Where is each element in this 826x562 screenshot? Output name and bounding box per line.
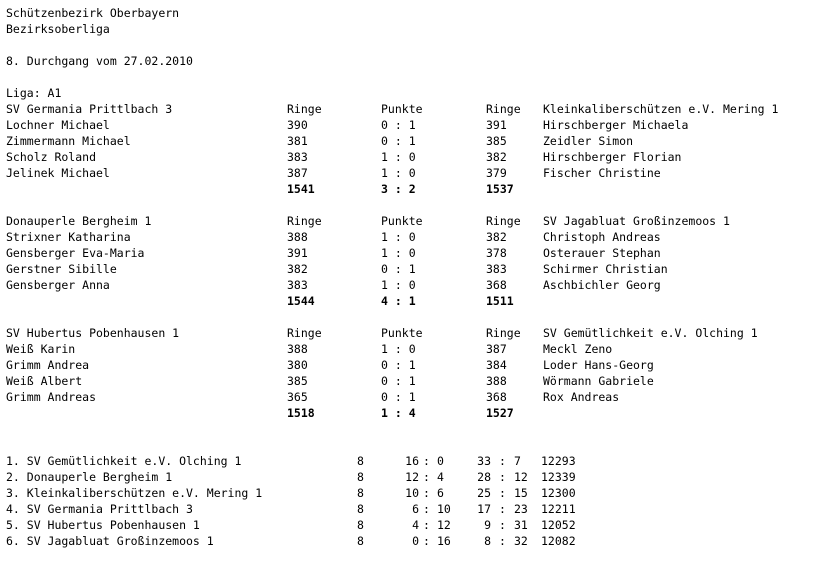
- away-rings: 388: [486, 374, 507, 388]
- duel-score: 0 : 1: [381, 358, 416, 372]
- duels-colon: :: [499, 486, 506, 500]
- home-shooter: Gensberger Eva-Maria: [6, 246, 145, 260]
- match-total: [6, 405, 822, 421]
- match-row: [6, 165, 822, 181]
- total-rings: 12052: [541, 518, 576, 532]
- points-won: 12: [405, 470, 419, 484]
- away-team-name: Kleinkaliberschützen e.V. Mering 1: [543, 102, 779, 116]
- points-colon: :: [423, 470, 430, 484]
- away-shooter: Schirmer Christian: [543, 262, 668, 276]
- rank-team: 2. Donauperle Bergheim 1: [6, 470, 173, 484]
- home-shooter: Zimmermann Michael: [6, 134, 131, 148]
- match-row: [6, 261, 822, 277]
- duels-lost: 7: [514, 454, 521, 468]
- away-rings: 387: [486, 342, 507, 356]
- total-rings: 12339: [541, 470, 576, 484]
- points-lost: 10: [437, 502, 451, 516]
- match-total: [6, 293, 822, 309]
- points-lost: 12: [437, 518, 451, 532]
- home-rings: 390: [287, 118, 308, 132]
- home-shooter: Lochner Michael: [6, 118, 110, 132]
- duel-score: 1 : 0: [381, 150, 416, 164]
- away-rings: 383: [486, 262, 507, 276]
- home-rings: 381: [287, 134, 308, 148]
- duels-colon: :: [499, 470, 506, 484]
- duels-won: 25: [477, 486, 491, 500]
- points-header: Punkte: [381, 214, 423, 228]
- home-team-name: SV Germania Prittlbach 3: [6, 102, 173, 116]
- rings-header: Ringe: [486, 102, 521, 116]
- liga-label: Liga: A1: [6, 86, 62, 100]
- duels-colon: :: [499, 502, 506, 516]
- home-team-name: Donauperle Bergheim 1: [6, 214, 152, 228]
- duel-score: 0 : 1: [381, 390, 416, 404]
- total-score: 3 : 2: [381, 182, 416, 196]
- away-shooter: Aschbichler Georg: [543, 278, 661, 292]
- rank-team: 1. SV Gemütlichkeit e.V. Olching 1: [6, 454, 242, 468]
- match-row: [6, 389, 822, 405]
- rings-header: Ringe: [486, 214, 521, 228]
- standings-row: [6, 469, 822, 485]
- total-rings: 12211: [541, 502, 576, 516]
- result-document: [6, 5, 822, 549]
- home-rings: 388: [287, 342, 308, 356]
- points-lost: 6: [437, 486, 444, 500]
- points-lost: 0: [437, 454, 444, 468]
- away-team-name: SV Jagabluat Großinzemoos 1: [543, 214, 730, 228]
- standings-row: [6, 485, 822, 501]
- duels-lost: 15: [514, 486, 528, 500]
- points-header: Punkte: [381, 102, 423, 116]
- league-title: Bezirksoberliga: [6, 22, 110, 36]
- away-shooter: Fischer Christine: [543, 166, 661, 180]
- round-title: 8. Durchgang vom 27.02.2010: [6, 54, 193, 68]
- points-won: 10: [405, 486, 419, 500]
- spacer: [6, 421, 822, 437]
- home-rings: 387: [287, 166, 308, 180]
- duels-won: 17: [477, 502, 491, 516]
- home-rings: 365: [287, 390, 308, 404]
- duel-score: 0 : 1: [381, 374, 416, 388]
- standings-row: [6, 517, 822, 533]
- points-won: 6: [412, 502, 419, 516]
- away-shooter: Osterauer Stephan: [543, 246, 661, 260]
- away-rings: 382: [486, 230, 507, 244]
- home-shooter: Scholz Roland: [6, 150, 97, 164]
- away-total-rings: 1511: [486, 294, 514, 308]
- duels-won: 28: [477, 470, 491, 484]
- duels-colon: :: [499, 534, 506, 548]
- points-lost: 4: [437, 470, 444, 484]
- match-row: [6, 373, 822, 389]
- games-played: 8: [357, 454, 364, 468]
- duels-lost: 32: [514, 534, 528, 548]
- duel-score: 1 : 0: [381, 230, 416, 244]
- away-rings: 368: [486, 390, 507, 404]
- duels-won: 8: [484, 534, 491, 548]
- away-shooter: Zeidler Simon: [543, 134, 634, 148]
- match-row: [6, 149, 822, 165]
- standings-row: [6, 501, 822, 517]
- away-shooter: Meckl Zeno: [543, 342, 613, 356]
- points-colon: :: [423, 518, 430, 532]
- games-played: 8: [357, 486, 364, 500]
- home-total-rings: 1518: [287, 406, 315, 420]
- away-rings: 384: [486, 358, 507, 372]
- total-rings: 12082: [541, 534, 576, 548]
- home-total-rings: 1544: [287, 294, 315, 308]
- rings-header: Ringe: [287, 102, 322, 116]
- match-row: [6, 133, 822, 149]
- points-won: 16: [405, 454, 419, 468]
- points-won: 4: [412, 518, 419, 532]
- match-total: [6, 181, 822, 197]
- match-row: [6, 229, 822, 245]
- away-rings: 368: [486, 278, 507, 292]
- spacer: [6, 309, 822, 325]
- points-colon: :: [423, 486, 430, 500]
- duels-lost: 12: [514, 470, 528, 484]
- home-shooter: Gerstner Sibille: [6, 262, 117, 276]
- away-rings: 382: [486, 150, 507, 164]
- points-won: 0: [412, 534, 419, 548]
- points-colon: :: [423, 502, 430, 516]
- spacer: [6, 437, 822, 453]
- games-played: 8: [357, 502, 364, 516]
- points-lost: 16: [437, 534, 451, 548]
- match-header: [6, 101, 822, 117]
- home-shooter: Grimm Andrea: [6, 358, 90, 372]
- home-shooter: Strixner Katharina: [6, 230, 131, 244]
- duels-lost: 23: [514, 502, 528, 516]
- rank-team: 4. SV Germania Prittlbach 3: [6, 502, 193, 516]
- home-shooter: Grimm Andreas: [6, 390, 97, 404]
- match-row: [6, 341, 822, 357]
- total-rings: 12293: [541, 454, 576, 468]
- total-score: 1 : 4: [381, 406, 416, 420]
- away-shooter: Rox Andreas: [543, 390, 620, 404]
- total-score: 4 : 1: [381, 294, 416, 308]
- duel-score: 0 : 1: [381, 118, 416, 132]
- match-row: [6, 277, 822, 293]
- duel-score: 1 : 0: [381, 278, 416, 292]
- duel-score: 0 : 1: [381, 134, 416, 148]
- home-team-name: SV Hubertus Pobenhausen 1: [6, 326, 180, 340]
- match-row: [6, 117, 822, 133]
- rings-header: Ringe: [486, 326, 521, 340]
- home-rings: 385: [287, 374, 308, 388]
- home-shooter: Weiß Karin: [6, 342, 76, 356]
- duels-colon: :: [499, 454, 506, 468]
- away-team-name: SV Gemütlichkeit e.V. Olching 1: [543, 326, 758, 340]
- points-colon: :: [423, 454, 430, 468]
- district-title: Schützenbezirk Oberbayern: [6, 6, 180, 20]
- rank-team: 6. SV Jagabluat Großinzemoos 1: [6, 534, 214, 548]
- away-shooter: Wörmann Gabriele: [543, 374, 654, 388]
- rings-header: Ringe: [287, 214, 322, 228]
- home-rings: 391: [287, 246, 308, 260]
- away-shooter: Hirschberger Florian: [543, 150, 682, 164]
- away-total-rings: 1527: [486, 406, 514, 420]
- duels-won: 33: [477, 454, 491, 468]
- duel-score: 0 : 1: [381, 262, 416, 276]
- duel-score: 1 : 0: [381, 342, 416, 356]
- away-rings: 391: [486, 118, 507, 132]
- duel-score: 1 : 0: [381, 166, 416, 180]
- spacer: [6, 197, 822, 213]
- spacer: [6, 37, 822, 53]
- games-played: 8: [357, 470, 364, 484]
- away-rings: 385: [486, 134, 507, 148]
- home-shooter: Gensberger Anna: [6, 278, 110, 292]
- home-shooter: Weiß Albert: [6, 374, 83, 388]
- home-shooter: Jelinek Michael: [6, 166, 110, 180]
- away-shooter: Christoph Andreas: [543, 230, 661, 244]
- home-rings: 382: [287, 262, 308, 276]
- away-shooter: Hirschberger Michaela: [543, 118, 689, 132]
- home-rings: 388: [287, 230, 308, 244]
- home-rings: 383: [287, 278, 308, 292]
- total-rings: 12300: [541, 486, 576, 500]
- duels-won: 9: [484, 518, 491, 532]
- standings-row: [6, 533, 822, 549]
- rank-team: 5. SV Hubertus Pobenhausen 1: [6, 518, 200, 532]
- duels-colon: :: [499, 518, 506, 532]
- home-rings: 383: [287, 150, 308, 164]
- standings-row: [6, 453, 822, 469]
- duel-score: 1 : 0: [381, 246, 416, 260]
- rank-team: 3. Kleinkaliberschützen e.V. Mering 1: [6, 486, 263, 500]
- duels-lost: 31: [514, 518, 528, 532]
- home-rings: 380: [287, 358, 308, 372]
- away-rings: 378: [486, 246, 507, 260]
- away-rings: 379: [486, 166, 507, 180]
- home-total-rings: 1541: [287, 182, 315, 196]
- match-row: [6, 357, 822, 373]
- match-row: [6, 245, 822, 261]
- rings-header: Ringe: [287, 326, 322, 340]
- points-header: Punkte: [381, 326, 423, 340]
- away-total-rings: 1537: [486, 182, 514, 196]
- match-list: [6, 101, 822, 421]
- match-header: [6, 213, 822, 229]
- points-colon: :: [423, 534, 430, 548]
- away-shooter: Loder Hans-Georg: [543, 358, 654, 372]
- games-played: 8: [357, 534, 364, 548]
- standings-table: [6, 453, 822, 549]
- games-played: 8: [357, 518, 364, 532]
- spacer: [6, 69, 822, 85]
- match-header: [6, 325, 822, 341]
